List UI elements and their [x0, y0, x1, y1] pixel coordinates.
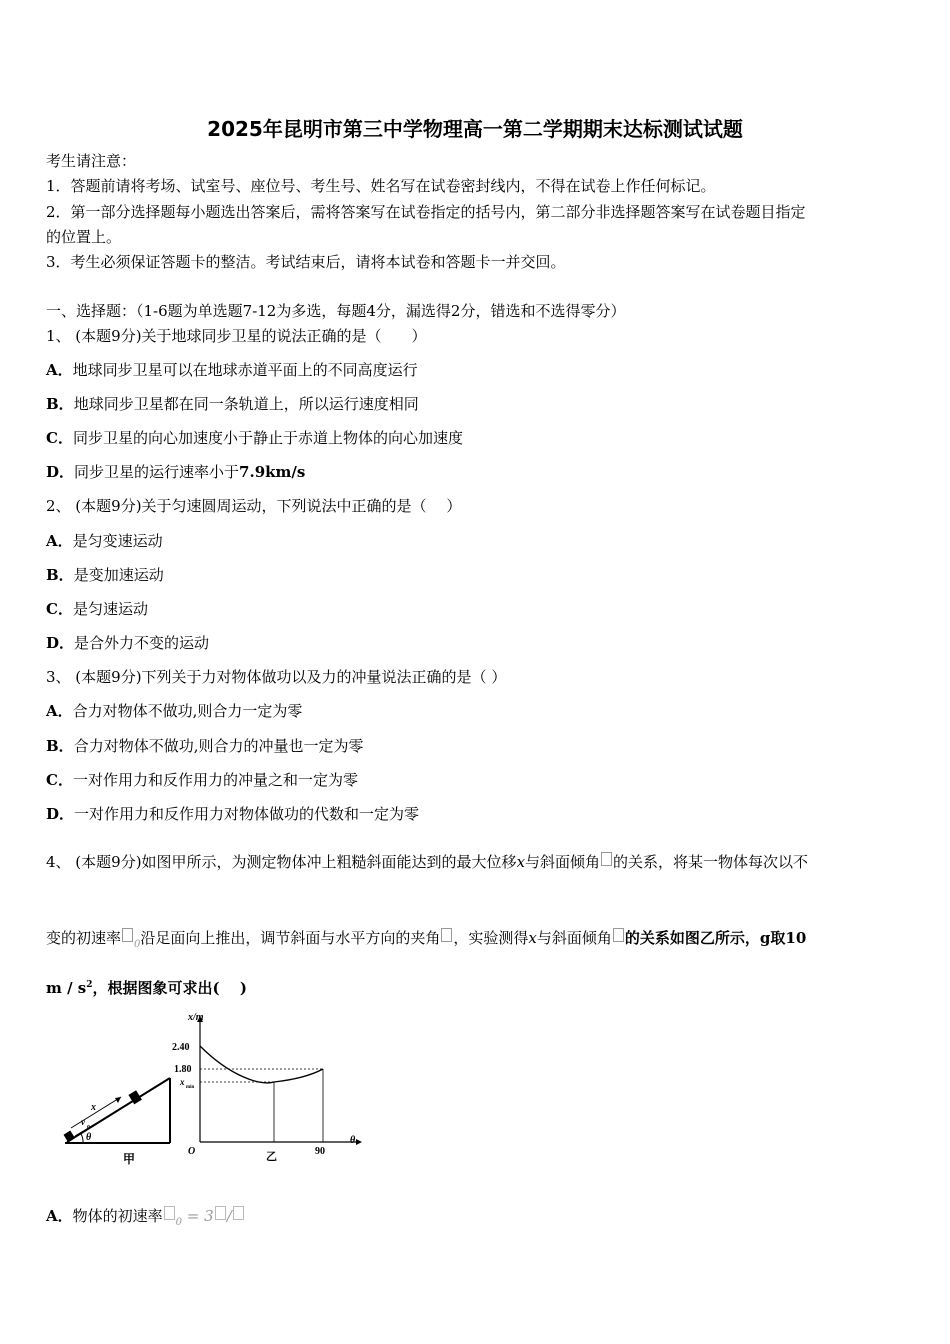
notice-item: 的位置上。 [46, 228, 122, 246]
q4-text: ，实验测得 [453, 929, 529, 947]
question-2-stem: 2、 (本题9分)关于匀速圆周运动，下列说法中正确的是（ ） [46, 497, 462, 515]
option-text: 是匀变速运动 [72, 532, 163, 550]
missing-glyph-icon [441, 928, 452, 942]
x-axis-label: θ [350, 1135, 356, 1146]
option-label: D． [46, 634, 75, 652]
q4-text: 与斜面倾角 [536, 929, 612, 947]
notice-item: 2．第一部分选择题每小题选出答案后，需将答案写在试卷指定的括号内，第二部分非选择题答案写在试卷题目指定 [46, 203, 806, 221]
option-label: A． [46, 361, 73, 379]
option-text: 一对作用力和反作用力的冲量之和一定为零 [72, 771, 358, 789]
angle-arc [81, 1134, 83, 1143]
option-label: A． [46, 1207, 73, 1225]
q4-text: 与斜面倾角 [525, 853, 601, 871]
question-4-line-2 [46, 928, 806, 954]
superscript: 2 [86, 980, 93, 990]
q2-option-a[interactable] [46, 532, 163, 550]
var-x: x [528, 929, 537, 947]
formula-text: / [226, 1207, 232, 1225]
option-label: B． [46, 737, 74, 755]
var-x: x [516, 853, 526, 871]
incline-v-sub: 0 [87, 1125, 90, 1131]
notice-item: 3．考生必须保证答题卡的整洁。考试结束后，请将本试卷和答题卡一并交回。 [46, 253, 566, 271]
question-4-line-1 [46, 852, 808, 871]
speed-value: 7.9km/s [239, 463, 306, 481]
incline-slope [67, 1078, 170, 1142]
option-label: B． [46, 566, 74, 584]
incline-v-label: v [81, 1117, 85, 1127]
q1-option-c[interactable] [46, 429, 463, 447]
q3-option-b[interactable] [46, 737, 363, 755]
q1-option-d[interactable] [46, 463, 305, 481]
incline-theta-label: θ [86, 1132, 92, 1143]
option-text: 地球同步卫星可以在地球赤道平面上的不同高度运行 [72, 361, 418, 379]
option-label: D． [46, 805, 75, 823]
y-axis-label: x/m [188, 1012, 204, 1023]
option-text: 合力对物体不做功,则合力一定为零 [72, 702, 303, 720]
incline-x-label: x [91, 1102, 96, 1113]
option-text: 是匀速运动 [72, 600, 148, 618]
figure-jia-label: 甲 [123, 1152, 136, 1166]
option-text: 同步卫星的向心加速度小于静止于赤道上物体的向心加速度 [72, 429, 463, 447]
question-1-stem: 1、 (本题9分)关于地球同步卫星的说法正确的是（ ） [46, 327, 427, 345]
page-title: 2025年昆明市第三中学物理高一第二学期期末达标测试试题 [207, 117, 743, 141]
y-tick-180: 1.80 [174, 1064, 192, 1075]
origin-label: O [188, 1146, 196, 1157]
missing-glyph-icon [122, 928, 133, 942]
section-heading: 一、选择题：（1-6题为单选题7-12为多选，每题4分，漏选得2分，错选和不选得零分） [46, 302, 626, 320]
q3-option-c[interactable] [46, 771, 358, 789]
q3-option-d[interactable] [46, 805, 419, 823]
missing-glyph-icon [601, 852, 612, 866]
q4-text: 4、 (本题9分)如图甲所示，为测定物体冲上粗糙斜面能达到的最大位移 [46, 853, 517, 871]
option-text: 物体的初速率 [72, 1207, 163, 1225]
x-axis-arrow [356, 1139, 362, 1145]
y-tick-xmin: x [180, 1077, 185, 1087]
missing-glyph-icon [164, 1206, 175, 1220]
y-tick-240: 2.40 [172, 1042, 190, 1053]
option-label: C． [46, 771, 73, 789]
option-text: 一对作用力和反作用力对物体做功的代数和一定为零 [74, 805, 420, 823]
option-text: 合力对物体不做功,则合力的冲量也一定为零 [73, 737, 364, 755]
question-4-line-3 [46, 976, 247, 997]
q2-option-c[interactable] [46, 600, 148, 618]
option-label: D． [46, 463, 75, 481]
subscript: 0 [175, 1217, 183, 1228]
figure-yi-graph [170, 1010, 370, 1170]
y-tick-xmin-sub: min [186, 1085, 195, 1090]
missing-glyph-icon [233, 1206, 244, 1220]
option-text: 地球同步卫星都在同一条轨道上，所以运行速度相同 [73, 395, 419, 413]
option-label: C． [46, 600, 73, 618]
q1-option-a[interactable] [46, 361, 418, 379]
q3-option-a[interactable] [46, 702, 302, 720]
question-3-stem: 3、 (本题9分)下列关于力对物体做功以及力的冲量说法正确的是（ ） [46, 668, 507, 686]
option-label: A． [46, 702, 73, 720]
option-text: 是合外力不变的运动 [74, 634, 210, 652]
missing-glyph-icon [215, 1206, 226, 1220]
option-label: B． [46, 395, 74, 413]
block-start [63, 1130, 75, 1142]
notice-item: 1．答题前请将考场、试室号、座位号、考生号、姓名写在试卷密封线内，不得在试卷上作任何标记。 [46, 177, 716, 195]
formula-text: = 3 [182, 1207, 214, 1225]
figure-yi-label: 乙 [266, 1151, 277, 1163]
subscript: 0 [134, 939, 141, 950]
option-text: 同步卫星的运行速率小于 [74, 463, 240, 481]
q4-text: 的关系如图乙所示，g取10 [624, 929, 807, 947]
x-tick-90: 90 [315, 1146, 325, 1157]
q4-option-a[interactable] [46, 1206, 245, 1232]
q1-option-b[interactable] [46, 395, 419, 413]
missing-glyph-icon [613, 928, 624, 942]
unit-text: m / s [46, 979, 87, 997]
q4-text: 沿足面向上推出，调节斜面与水平方向的夹角 [140, 929, 441, 947]
q2-option-d[interactable] [46, 634, 209, 652]
q4-text: ，根据图象可求出( ) [92, 979, 247, 997]
option-label: C． [46, 429, 73, 447]
q2-option-b[interactable] [46, 566, 164, 584]
q4-text: 变的初速率 [46, 929, 122, 947]
option-label: A． [46, 532, 73, 550]
x-theta-curve [200, 1046, 323, 1083]
option-text: 是变加速运动 [73, 566, 164, 584]
velocity-arrow [75, 1124, 95, 1136]
q4-text: 的关系，将某一物体每次以不 [613, 853, 809, 871]
figure-jia-incline [55, 1070, 175, 1170]
notice-heading: 考生请注意： [46, 152, 137, 170]
